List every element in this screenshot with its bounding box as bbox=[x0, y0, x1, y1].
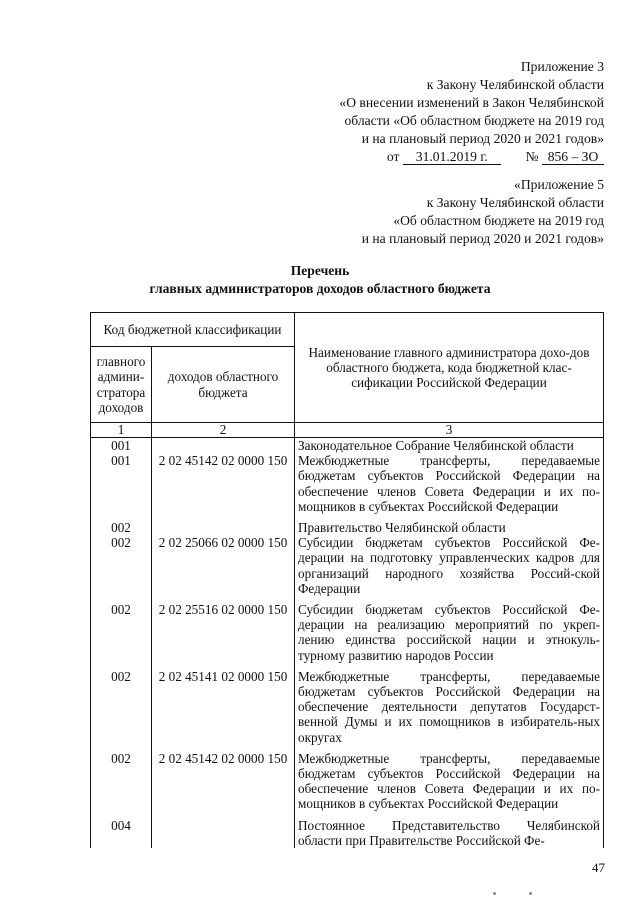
admin-code-cell: 002 bbox=[91, 602, 152, 663]
header-line: «О внесении изменений в Закон Челябинской bbox=[339, 95, 604, 110]
admin-code-cell: 002 bbox=[91, 535, 152, 596]
admin-code-cell: 001 bbox=[91, 438, 152, 454]
column-number: 3 bbox=[295, 423, 604, 438]
column-number: 2 bbox=[152, 423, 295, 438]
law-date: 31.01.2019 г. bbox=[403, 149, 501, 165]
header-line: к Закону Челябинской области bbox=[426, 195, 604, 210]
name-cell: Межбюджетные трансферты, передаваемые бюджетам субъектов Российской Федерации на обеспечение членов Совета Федерации и их по-мощников в субъектах Российской Федерации bbox=[295, 453, 604, 514]
name-cell: Субсидии бюджетам субъектов Российской Фе-дерации на реализацию мероприятий по укреп-лению единства российской нации и этнокуль-турному развитию народов России bbox=[295, 602, 604, 663]
table-row bbox=[91, 602, 604, 663]
number-label: № bbox=[525, 149, 539, 164]
header-line: «Приложение 5 bbox=[514, 177, 604, 192]
header-line: к Закону Челябинской области bbox=[426, 77, 604, 92]
name-cell: Законодательное Собрание Челябинской области bbox=[295, 438, 604, 454]
header-line: Приложение 3 bbox=[520, 59, 604, 74]
revenue-code-cell: 2 02 45142 02 0000 150 bbox=[152, 453, 295, 514]
revenue-code-cell: 2 02 25516 02 0000 150 bbox=[152, 602, 295, 663]
scan-speck bbox=[493, 892, 496, 895]
header-budget-code-group: Код бюджетной классификации bbox=[91, 313, 295, 347]
header-line: и на плановый период 2020 и 2021 годов» bbox=[361, 231, 604, 246]
admin-code-cell: 002 bbox=[91, 669, 152, 745]
page-title bbox=[0, 262, 640, 298]
appendix-3-header bbox=[339, 58, 604, 166]
revenue-code-cell bbox=[152, 438, 295, 454]
title-line-2: главных администраторов доходов областного бюджета bbox=[149, 281, 491, 296]
table-row bbox=[91, 669, 604, 745]
table-row bbox=[91, 520, 604, 535]
name-cell: Правительство Челябинской области bbox=[295, 520, 604, 535]
column-number: 1 bbox=[91, 423, 152, 438]
admin-code-cell: 004 bbox=[91, 818, 152, 848]
title-line-1: Перечень bbox=[290, 263, 350, 278]
from-label: от bbox=[386, 149, 400, 164]
name-cell: Постоянное Представительство Челябинской области при Правительстве Российской Фе- bbox=[295, 818, 604, 848]
scan-speck bbox=[529, 892, 532, 895]
revenue-code-cell bbox=[152, 818, 295, 848]
admin-code-cell: 002 bbox=[91, 751, 152, 812]
table-row bbox=[91, 535, 604, 596]
law-number: 856 – ЗО bbox=[542, 149, 604, 165]
name-cell: Межбюджетные трансферты, передаваемые бюджетам субъектов Российской Федерации на обеспечение деятельности депутатов Государст-венной Думы и их помощников в избиратель-ных округах bbox=[295, 669, 604, 745]
table-row bbox=[91, 438, 604, 454]
name-cell: Межбюджетные трансферты, передаваемые бюджетам субъектов Российской Федерации на обеспечение членов Совета Федерации и их по-мощников в субъектах Российской Федерации bbox=[295, 751, 604, 812]
page-number: 47 bbox=[592, 860, 605, 875]
revenue-code-cell: 2 02 45142 02 0000 150 bbox=[152, 751, 295, 812]
header-revenue-code: доходов областного бюджета bbox=[152, 347, 295, 423]
header-line: «Об областном бюджете на 2019 год bbox=[393, 213, 604, 228]
table-row bbox=[91, 453, 604, 514]
revenue-code-cell: 2 02 25066 02 0000 150 bbox=[152, 535, 295, 596]
header-line: и на плановый период 2020 и 2021 годов» bbox=[361, 131, 604, 146]
header-line: области «Об областном бюджете на 2019 год bbox=[344, 113, 604, 128]
table-row bbox=[91, 818, 604, 848]
admin-code-cell: 002 bbox=[91, 520, 152, 535]
header-administrator-name: Наименование главного администратора дохо-дов областного бюджета, кода бюджетной клас-сификации Российской Федерации bbox=[295, 313, 604, 423]
header-admin-code: главного админи-стратора доходов bbox=[91, 347, 152, 423]
admin-code-cell: 001 bbox=[91, 453, 152, 514]
administrators-table bbox=[90, 312, 604, 848]
law-date-number-line bbox=[339, 148, 604, 166]
appendix-5-header bbox=[362, 176, 604, 248]
column-numbers-row bbox=[91, 423, 604, 438]
name-cell: Субсидии бюджетам субъектов Российской Фе-дерации на подготовку управленческих кадров для организаций народного хозяйства Россий-ской Федерации bbox=[295, 535, 604, 596]
table-row bbox=[91, 751, 604, 812]
revenue-code-cell: 2 02 45141 02 0000 150 bbox=[152, 669, 295, 745]
revenue-code-cell bbox=[152, 520, 295, 535]
